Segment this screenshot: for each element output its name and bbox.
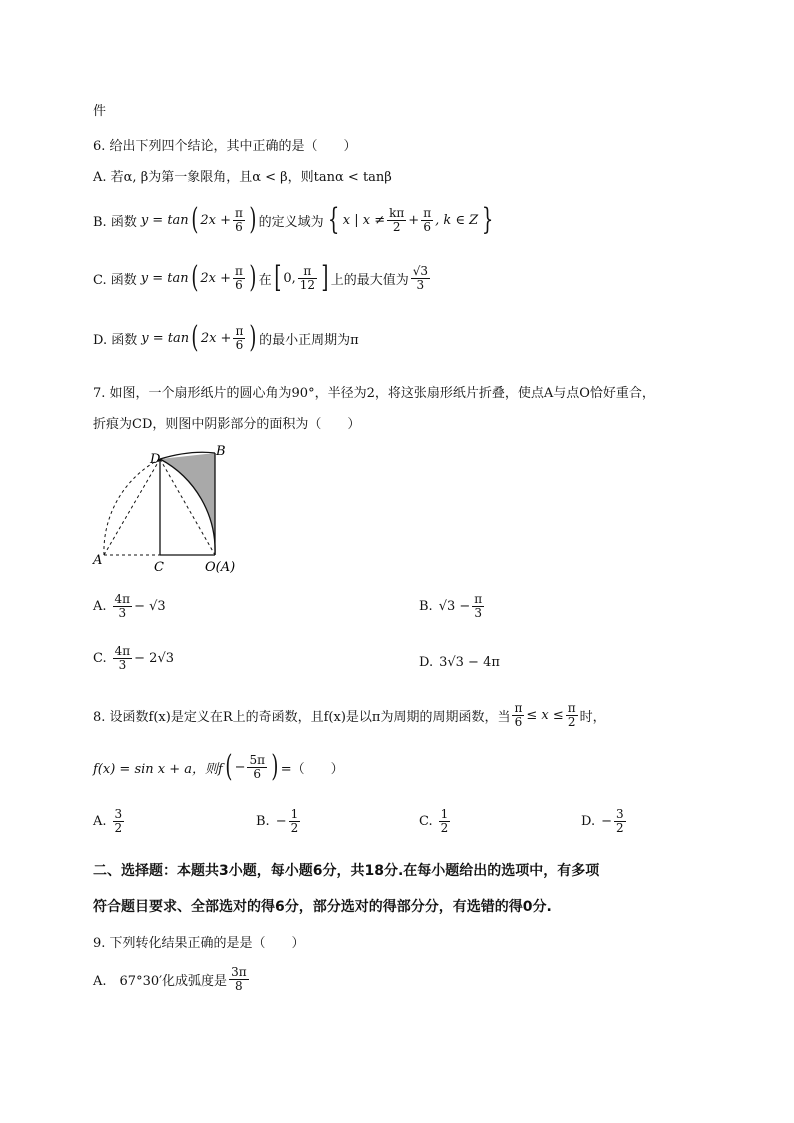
- q6-b-mid: 的定义域为: [258, 214, 324, 230]
- q6-c-lparen: (: [190, 260, 198, 295]
- frac-num: 1: [290, 807, 299, 821]
- frac-num: 4π: [114, 644, 131, 658]
- q8-stem-b: 时，: [579, 709, 606, 725]
- q6-c-rparen: ): [249, 260, 257, 295]
- label-c: C: [154, 560, 164, 575]
- section2-heading-line2: 符合题目要求、全部选对的得6分，部分选对的得部分分，有选错的得0分.: [93, 899, 552, 915]
- q8-option-b: [256, 808, 302, 834]
- q6-b-set-frac2: [421, 207, 433, 233]
- option-label: A.: [93, 813, 107, 829]
- frac-num: π: [234, 263, 243, 278]
- q6-d-mid: 的最小正周期为π: [259, 332, 359, 348]
- q8-lparen: (: [225, 749, 233, 784]
- line-fragment: 件: [93, 104, 107, 119]
- q9-option-a: [93, 966, 251, 992]
- option-label: C.: [93, 650, 107, 666]
- q6-c-arg: 2x +: [200, 270, 231, 286]
- q6-c-in: 在: [258, 272, 272, 288]
- q8-stem-a: 8. 设函数f(x)是定义在R上的奇函数，且f(x)是以π为周期的周期函数，当: [93, 709, 511, 725]
- q7-c-frac: [113, 645, 133, 671]
- q8-stem-line2: [93, 749, 344, 784]
- option-label: D.: [581, 813, 596, 829]
- frac-den: 2: [440, 820, 449, 835]
- q8-stem-mid: ≤ x ≤: [526, 707, 564, 723]
- q8-line2-b: =（ ）: [280, 761, 344, 777]
- q6-b-func: y = tan: [140, 212, 189, 228]
- frac-num: π: [235, 205, 243, 220]
- q7-option-d: [419, 655, 500, 670]
- q8-rparen: ): [271, 749, 279, 784]
- frac-num: π: [235, 323, 244, 338]
- q7-a-frac: [113, 593, 133, 619]
- label-b: B: [216, 444, 226, 459]
- frac-den: 3: [118, 605, 127, 620]
- q7-stem-line2: 折痕为CD，则图中阴影部分的面积为（ ）: [93, 417, 361, 432]
- frac-den: 6: [423, 219, 431, 234]
- q6-option-a: A. 若α, β为第一象限角，且α < β，则tanα < tanβ: [93, 170, 392, 185]
- q8-line2-a: f(x) = sin x + a，则f: [93, 761, 223, 777]
- q8-option-a: [93, 808, 126, 834]
- q6-stem: 6. 给出下列四个结论，其中正确的是（ ）: [93, 139, 357, 154]
- frac-num: 3π: [231, 965, 247, 979]
- q6-c-arg-frac: [233, 265, 245, 291]
- q8-minus: −: [234, 759, 246, 775]
- q6-option-c: [93, 260, 432, 295]
- frac-den: 3: [474, 605, 483, 620]
- q6-d-lparen: (: [191, 320, 199, 355]
- frac-den: 6: [235, 219, 243, 234]
- q6-c-int-frac: [298, 265, 317, 291]
- q6-c-mid: 上的最大值为: [330, 272, 409, 288]
- q8-c-frac: [439, 808, 451, 834]
- q7-b-left: √3 −: [438, 598, 471, 614]
- q6-c-func: y = tan: [140, 270, 189, 286]
- frac-num: √3: [412, 263, 429, 278]
- q6-d-arg: 2x +: [200, 330, 232, 346]
- q6-b-lparen: (: [191, 202, 199, 237]
- frac-num: kπ: [389, 205, 405, 220]
- frac-den: 6: [235, 277, 243, 292]
- frac-den: 2: [290, 820, 299, 835]
- q9-a-frac: [229, 966, 249, 992]
- q8-b-sign: −: [275, 813, 287, 829]
- shaded-region: [160, 453, 215, 555]
- option-label: B.: [256, 813, 270, 829]
- q6-c-val-frac: [411, 265, 430, 291]
- q7-d-text: 3√3 − 4π: [439, 655, 500, 670]
- frac-num: π: [474, 592, 483, 606]
- q8-b-frac: [289, 808, 301, 834]
- frac-num: 1: [440, 807, 449, 821]
- q6-b-lbrace: {: [327, 202, 339, 237]
- frac-num: π: [567, 701, 576, 715]
- frac-den: 2: [392, 219, 401, 234]
- frac-den: 12: [299, 277, 315, 292]
- q6-c-rbracket: ]: [321, 260, 329, 295]
- q8-stem-line1: [93, 702, 606, 728]
- q6-d-prefix: D. 函数: [93, 332, 138, 348]
- dashed-line-ad: [104, 459, 160, 555]
- frac-num: 5π: [249, 752, 265, 767]
- frac-num: 3: [616, 807, 624, 821]
- q9-stem: 9. 下列转化结果正确的是是（ ）: [93, 936, 305, 951]
- q6-b-rbrace: }: [481, 202, 494, 237]
- q6-c-int: 0,: [283, 270, 296, 286]
- q7-a-rest: − √3: [134, 598, 166, 614]
- q8-frac2: [566, 702, 578, 728]
- frac-den: 6: [235, 337, 244, 352]
- q7-b-frac: [472, 593, 484, 619]
- q6-b-arg: 2x +: [200, 212, 232, 228]
- q8-line2-frac: [247, 754, 267, 780]
- option-label: A.: [93, 598, 107, 614]
- q8-option-d: [581, 808, 628, 834]
- q6-option-d: [93, 320, 359, 355]
- q8-option-c: [419, 808, 452, 834]
- frac-den: 2: [616, 820, 624, 835]
- frac-den: 8: [235, 978, 243, 993]
- frac-den: 6: [514, 714, 523, 729]
- q6-b-set-frac1: [387, 207, 406, 233]
- frac-num: 3: [114, 807, 123, 821]
- q6-d-rparen: ): [249, 320, 257, 355]
- q6-c-prefix: C. 函数: [93, 272, 137, 288]
- label-oa: O(A): [205, 560, 236, 575]
- q6-d-arg-frac: [233, 325, 245, 351]
- frac-den: 3: [416, 277, 425, 292]
- q6-b-prefix: B. 函数: [93, 214, 137, 230]
- frac-den: 6: [253, 766, 262, 781]
- q8-d-frac: [614, 808, 626, 834]
- frac-num: π: [298, 265, 317, 279]
- q7-option-c: [93, 645, 174, 671]
- q6-b-rparen: ): [249, 202, 257, 237]
- q8-a-frac: [113, 808, 125, 834]
- q9-a-text: A. 67°30′化成弧度是: [93, 973, 228, 989]
- q6-option-b: [93, 202, 497, 237]
- q7-c-rest: − 2√3: [134, 650, 175, 666]
- q6-b-plus: +: [408, 212, 420, 228]
- label-d: D: [150, 452, 161, 467]
- q7-option-b: [419, 593, 486, 619]
- option-label: D.: [419, 655, 434, 670]
- option-label: B.: [419, 598, 433, 614]
- frac-den: 2: [567, 714, 576, 729]
- q6-b-set: x | x ≠: [342, 212, 386, 228]
- q8-d-sign: −: [601, 813, 612, 829]
- q6-b-arg-frac: [233, 207, 245, 233]
- q8-frac1: [512, 702, 524, 728]
- q7-option-a: [93, 593, 166, 619]
- frac-den: 3: [118, 657, 127, 672]
- frac-num: 4π: [114, 592, 131, 606]
- q6-d-func: y = tan: [141, 330, 190, 346]
- option-label: C.: [419, 813, 433, 829]
- q6-b-set-right: , k ∈ Z: [435, 212, 479, 228]
- frac-num: π: [423, 205, 432, 220]
- q7-stem-line1: 7. 如图，一个扇形纸片的圆心角为90°，半径为2，将这张扇形纸片折叠，使点A与点O恰好重合，: [93, 386, 655, 401]
- frac-den: 2: [114, 820, 123, 835]
- q6-c-lbracket: [: [273, 260, 281, 295]
- q7-sector-figure: [90, 440, 250, 580]
- frac-num: π: [514, 701, 523, 715]
- section2-heading-line1: 二、选择题：本题共3小题，每小题6分，共18分.在每小题给出的选项中，有多项: [93, 863, 600, 879]
- label-a: A: [93, 553, 103, 568]
